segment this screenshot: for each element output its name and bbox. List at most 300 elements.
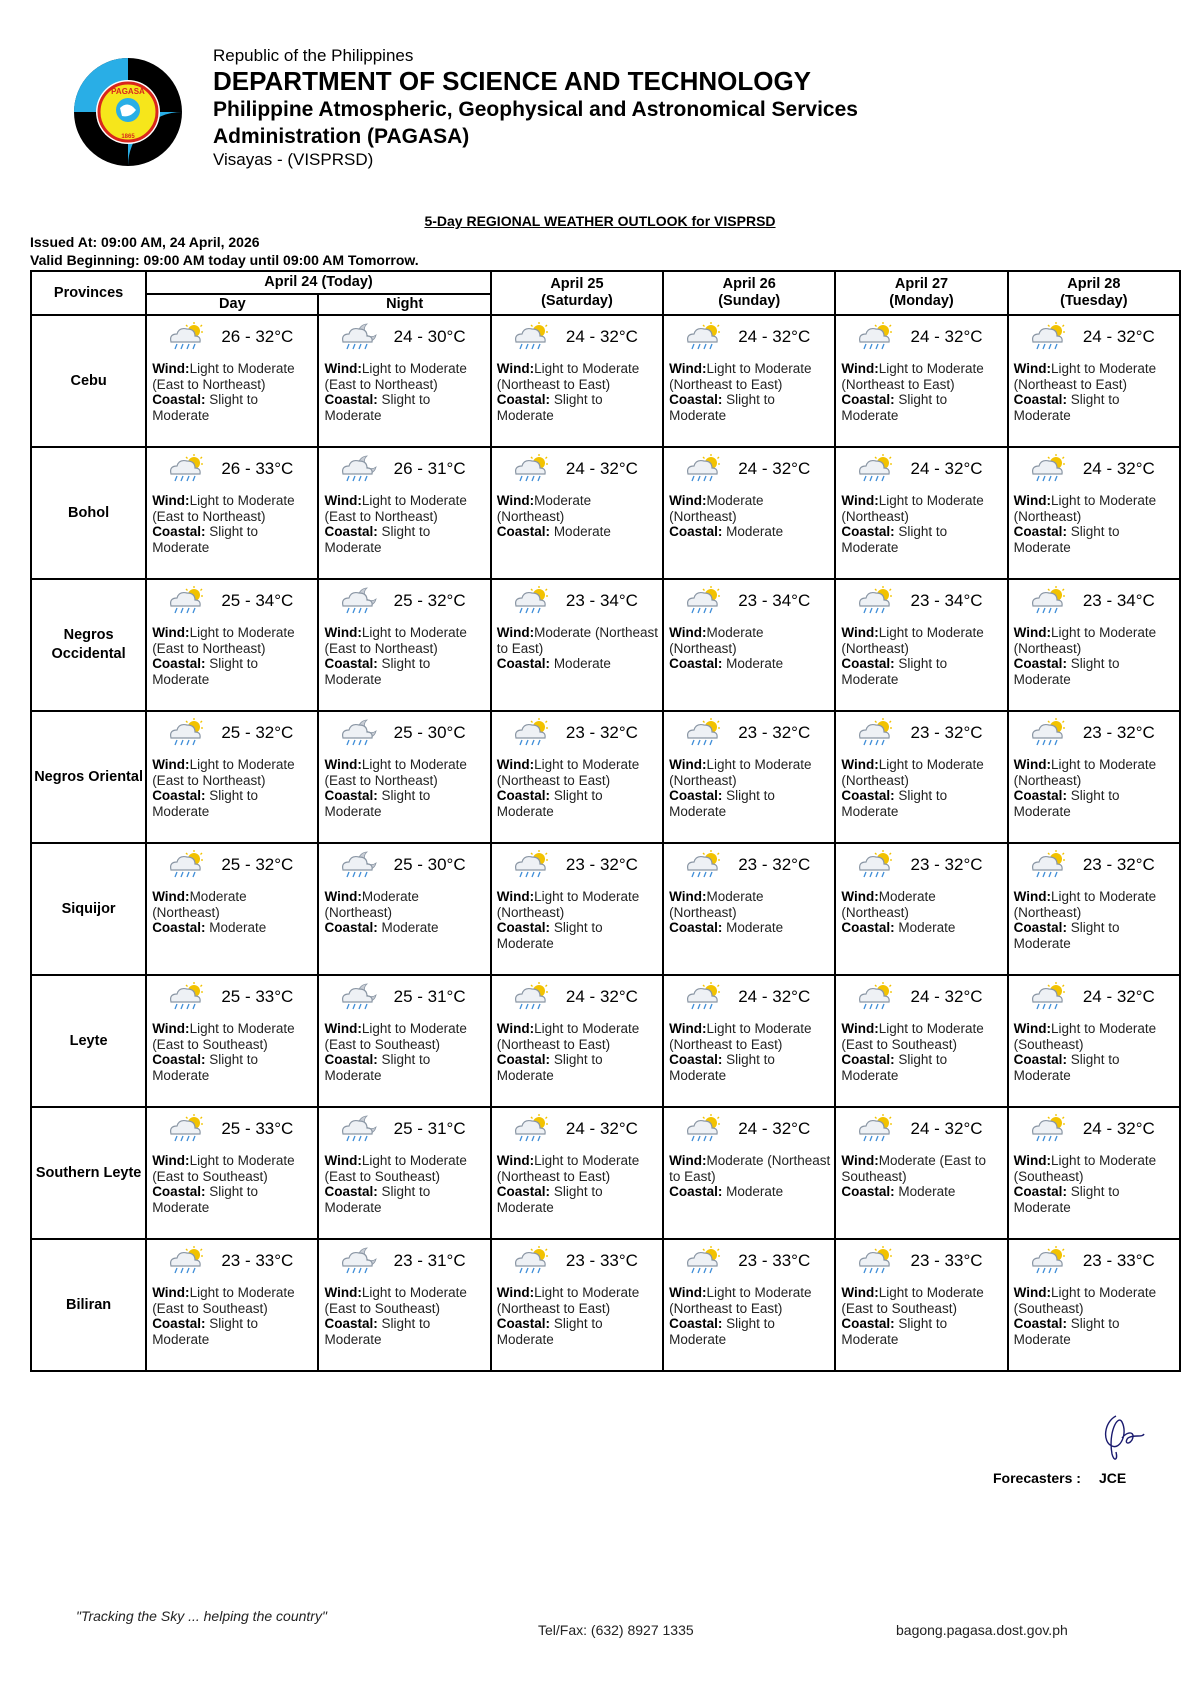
- partly-cloudy-rain-day-icon: [510, 1246, 550, 1276]
- svg-text:1865: 1865: [121, 134, 135, 140]
- forecast-cell: [1008, 843, 1180, 975]
- forecast-details: [836, 355, 1006, 423]
- forecast-details: [319, 619, 489, 687]
- wind-label: Wind:: [324, 1285, 362, 1300]
- coastal-value: Slight to Moderate: [669, 1316, 775, 1347]
- wind-value: Moderate (Northeast): [152, 889, 247, 920]
- forecast-cell: [318, 579, 490, 711]
- coastal-value: Slight to Moderate: [324, 1184, 431, 1215]
- coastal-value: Slight to Moderate: [152, 392, 258, 423]
- forecast-cell: [1008, 1239, 1180, 1371]
- coastal-label: Coastal:: [669, 1316, 723, 1331]
- coastal-value: Slight to Moderate: [324, 1052, 431, 1083]
- partly-cloudy-rain-day-icon: [682, 850, 722, 880]
- province-name: Biliran: [31, 1239, 146, 1371]
- wind-value: Light to Moderate (Northeast to East): [1013, 361, 1157, 392]
- coastal-label: Coastal:: [152, 1316, 206, 1331]
- forecast-cell: [663, 975, 835, 1107]
- wind-label: Wind:: [841, 361, 879, 376]
- coastal-value: Slight to Moderate: [669, 1052, 775, 1083]
- forecast-top: [664, 316, 834, 355]
- coastal-label: Coastal:: [1013, 920, 1067, 935]
- temperature-range: 24 - 32°C: [910, 1119, 983, 1138]
- forecast-top: [319, 316, 489, 355]
- wind-label: Wind:: [496, 889, 535, 904]
- day-header-3: [835, 271, 1007, 315]
- forecast-top: [836, 316, 1006, 355]
- forecast-details: [319, 1147, 489, 1215]
- temperature-range: 23 - 32°C: [565, 723, 638, 742]
- forecast-top: [836, 448, 1006, 487]
- day-header-2: [663, 271, 835, 315]
- forecast-cell: [491, 711, 663, 843]
- forecast-cell: [491, 975, 663, 1107]
- wind-value: Light to Moderate (Northeast): [841, 625, 984, 656]
- forecast-cell: [318, 843, 490, 975]
- coastal-value: Slight to Moderate: [1013, 920, 1120, 951]
- forecast-cell: [835, 975, 1007, 1107]
- forecast-details: [147, 751, 317, 819]
- day-header-4: [1008, 271, 1180, 315]
- coastal-label: Coastal:: [496, 524, 551, 539]
- wind-label: Wind:: [1013, 1285, 1052, 1300]
- agency-line-1: Philippine Atmospheric, Geophysical and Astronomical Services: [213, 98, 858, 121]
- wind-value: Moderate (Northeast): [669, 889, 764, 920]
- forecast-top: [836, 580, 1006, 619]
- forecast-cell: [835, 711, 1007, 843]
- forecast-top: [836, 712, 1006, 751]
- forecast-top: [319, 1240, 489, 1279]
- forecast-details: [147, 1147, 317, 1215]
- day-header-weekday: (Tuesday): [1060, 293, 1128, 309]
- coastal-value: Slight to Moderate: [1013, 656, 1120, 687]
- wind-value: Light to Moderate (Northeast to East): [496, 361, 640, 392]
- coastal-label: Coastal:: [152, 524, 206, 539]
- province-name: Leyte: [31, 975, 146, 1107]
- wind-label: Wind:: [152, 361, 190, 376]
- republic-line: Republic of the Philippines: [213, 46, 414, 65]
- wind-value: Light to Moderate (Northeast): [1013, 889, 1157, 920]
- province-row: [31, 843, 1180, 975]
- forecast-details: [492, 487, 662, 540]
- partly-cloudy-rain-day-icon: [165, 1114, 205, 1144]
- coastal-label: Coastal:: [841, 1184, 895, 1199]
- forecast-cell: [146, 843, 318, 975]
- forecast-top: [492, 844, 662, 883]
- forecast-top: [664, 580, 834, 619]
- forecast-details: [492, 1147, 662, 1215]
- forecast-details: [1009, 355, 1179, 423]
- coastal-value: Slight to Moderate: [1013, 392, 1120, 423]
- partly-cloudy-rain-night-icon: [337, 982, 377, 1012]
- day-header-1: [491, 271, 663, 315]
- day-header-weekday: (Monday): [889, 293, 954, 309]
- temperature-range: 25 - 34°C: [221, 591, 294, 610]
- forecasters-value: JCE: [1098, 1470, 1127, 1486]
- coastal-value: Slight to Moderate: [496, 1316, 603, 1347]
- partly-cloudy-rain-night-icon: [337, 718, 377, 748]
- forecast-cell: [146, 711, 318, 843]
- temperature-range: 23 - 32°C: [565, 855, 638, 874]
- region-line: Visayas - (VISPRSD): [213, 150, 374, 169]
- coastal-value: Moderate: [898, 1184, 956, 1199]
- wind-value: Light to Moderate (East to Southeast): [841, 1021, 984, 1052]
- wind-label: Wind:: [841, 493, 879, 508]
- wind-value: Light to Moderate (East to Southeast): [152, 1153, 295, 1184]
- partly-cloudy-rain-day-icon: [1027, 1114, 1067, 1144]
- wind-label: Wind:: [324, 889, 362, 904]
- forecast-cell: [318, 975, 490, 1107]
- temperature-range: 23 - 32°C: [1082, 723, 1155, 742]
- partly-cloudy-rain-day-icon: [1027, 322, 1067, 352]
- wind-label: Wind:: [1013, 757, 1052, 772]
- province-row: [31, 1239, 1180, 1371]
- temperature-range: 23 - 33°C: [1082, 1251, 1155, 1270]
- wind-value: Light to Moderate (East to Northeast): [324, 493, 467, 524]
- coastal-label: Coastal:: [496, 920, 551, 935]
- coastal-value: Slight to Moderate: [152, 1052, 258, 1083]
- temperature-range: 23 - 32°C: [910, 723, 983, 742]
- forecast-top: [1009, 580, 1179, 619]
- wind-label: Wind:: [324, 1153, 362, 1168]
- temperature-range: 23 - 32°C: [910, 855, 983, 874]
- forecast-cell: [663, 1239, 835, 1371]
- forecast-details: [147, 355, 317, 423]
- temperature-range: 23 - 32°C: [1082, 855, 1155, 874]
- forecast-cell: [835, 315, 1007, 447]
- coastal-value: Slight to Moderate: [152, 1184, 258, 1215]
- partly-cloudy-rain-day-icon: [854, 454, 894, 484]
- forecast-cell: [146, 315, 318, 447]
- temperature-range: 24 - 32°C: [1082, 327, 1155, 346]
- partly-cloudy-rain-night-icon: [337, 1246, 377, 1276]
- wind-value: Light to Moderate (East to Northeast): [324, 625, 467, 656]
- coastal-label: Coastal:: [841, 392, 895, 407]
- coastal-label: Coastal:: [496, 392, 551, 407]
- partly-cloudy-rain-day-icon: [682, 586, 722, 616]
- wind-label: Wind:: [1013, 625, 1052, 640]
- forecast-top: [492, 316, 662, 355]
- forecast-details: [664, 1279, 834, 1347]
- province-name: Cebu: [31, 315, 146, 447]
- forecast-top: [319, 712, 489, 751]
- coastal-value: Slight to Moderate: [324, 392, 431, 423]
- temperature-range: 24 - 32°C: [1082, 987, 1155, 1006]
- coastal-value: Moderate: [381, 920, 439, 935]
- coastal-value: Slight to Moderate: [496, 788, 603, 819]
- forecast-details: [836, 1015, 1006, 1083]
- forecast-cell: [835, 579, 1007, 711]
- forecast-top: [1009, 976, 1179, 1015]
- coastal-value: Moderate: [726, 1184, 784, 1199]
- website-link[interactable]: bagong.pagasa.dost.gov.ph: [896, 1622, 1068, 1638]
- coastal-label: Coastal:: [669, 1052, 723, 1067]
- forecast-top: [836, 844, 1006, 883]
- coastal-label: Coastal:: [324, 920, 378, 935]
- partly-cloudy-rain-night-icon: [337, 1114, 377, 1144]
- wind-value: Light to Moderate (East to Southeast): [152, 1285, 295, 1316]
- temperature-range: 24 - 32°C: [910, 987, 983, 1006]
- wind-value: Light to Moderate (East to Northeast): [152, 493, 295, 524]
- wind-value: Light to Moderate (Southeast): [1013, 1021, 1157, 1052]
- forecast-top: [664, 1108, 834, 1147]
- wind-value: Light to Moderate (East to Northeast): [324, 757, 467, 788]
- forecast-details: [836, 1147, 1006, 1200]
- partly-cloudy-rain-night-icon: [337, 454, 377, 484]
- coastal-label: Coastal:: [496, 788, 551, 803]
- forecast-top: [147, 448, 317, 487]
- wind-value: Light to Moderate (Southeast): [1013, 1153, 1157, 1184]
- forecast-cell: [1008, 975, 1180, 1107]
- wind-label: Wind:: [669, 1153, 707, 1168]
- coastal-label: Coastal:: [669, 656, 723, 671]
- wind-label: Wind:: [496, 757, 535, 772]
- forecast-details: [664, 355, 834, 423]
- temperature-range: 24 - 32°C: [910, 327, 983, 346]
- forecast-cell: [663, 1107, 835, 1239]
- partly-cloudy-rain-day-icon: [510, 454, 550, 484]
- partly-cloudy-rain-day-icon: [510, 586, 550, 616]
- partly-cloudy-rain-day-icon: [165, 1246, 205, 1276]
- temperature-range: 26 - 31°C: [393, 459, 466, 478]
- forecast-cell: [835, 1107, 1007, 1239]
- province-row: [31, 1107, 1180, 1239]
- coastal-value: Slight to Moderate: [152, 1316, 258, 1347]
- partly-cloudy-rain-day-icon: [510, 850, 550, 880]
- partly-cloudy-rain-day-icon: [1027, 454, 1067, 484]
- agency-line-2: Administration (PAGASA): [213, 125, 470, 148]
- coastal-label: Coastal:: [1013, 392, 1067, 407]
- coastal-value: Slight to Moderate: [496, 920, 603, 951]
- wind-label: Wind:: [841, 1285, 879, 1300]
- forecast-details: [836, 751, 1006, 819]
- today-day-header: Day: [146, 294, 318, 315]
- forecast-details: [147, 1015, 317, 1083]
- partly-cloudy-rain-day-icon: [854, 1246, 894, 1276]
- wind-value: Light to Moderate (East to Southeast): [324, 1153, 467, 1184]
- partly-cloudy-rain-day-icon: [682, 322, 722, 352]
- outlook-table: [30, 270, 1181, 1372]
- forecasters-label: Forecasters :: [993, 1470, 1081, 1486]
- svg-text:PAGASA: PAGASA: [111, 87, 145, 96]
- partly-cloudy-rain-day-icon: [854, 850, 894, 880]
- forecast-top: [492, 976, 662, 1015]
- partly-cloudy-rain-day-icon: [165, 454, 205, 484]
- temperature-range: 23 - 32°C: [738, 855, 811, 874]
- forecast-details: [664, 1015, 834, 1083]
- forecast-details: [319, 751, 489, 819]
- valid-beginning: Valid Beginning: 09:00 AM today until 09:00 AM Tomorrow.: [30, 252, 419, 268]
- province-name: Negros Oriental: [31, 711, 146, 843]
- forecast-details: [664, 1147, 834, 1200]
- day-header-weekday: (Saturday): [541, 293, 613, 309]
- coastal-label: Coastal:: [152, 392, 206, 407]
- partly-cloudy-rain-day-icon: [510, 982, 550, 1012]
- forecast-top: [492, 712, 662, 751]
- wind-value: Light to Moderate (Northeast to East): [496, 757, 640, 788]
- forecast-cell: [663, 447, 835, 579]
- partly-cloudy-rain-day-icon: [854, 982, 894, 1012]
- wind-label: Wind:: [152, 889, 190, 904]
- temperature-range: 24 - 32°C: [1082, 459, 1155, 478]
- forecast-cell: [1008, 711, 1180, 843]
- wind-label: Wind:: [669, 625, 707, 640]
- forecast-cell: [663, 579, 835, 711]
- coastal-value: Moderate: [553, 656, 611, 671]
- coastal-label: Coastal:: [1013, 524, 1067, 539]
- partly-cloudy-rain-night-icon: [337, 850, 377, 880]
- partly-cloudy-rain-day-icon: [165, 982, 205, 1012]
- forecast-cell: [1008, 315, 1180, 447]
- partly-cloudy-rain-day-icon: [682, 1114, 722, 1144]
- partly-cloudy-rain-day-icon: [854, 322, 894, 352]
- wind-label: Wind:: [152, 1153, 190, 1168]
- provinces-header: Provinces: [31, 271, 146, 315]
- coastal-value: Slight to Moderate: [496, 392, 603, 423]
- temperature-range: 24 - 32°C: [738, 1119, 811, 1138]
- wind-value: Light to Moderate (Northeast): [841, 757, 984, 788]
- temperature-range: 24 - 32°C: [738, 459, 811, 478]
- coastal-label: Coastal:: [324, 1184, 378, 1199]
- forecast-details: [147, 1279, 317, 1347]
- coastal-value: Moderate: [726, 656, 784, 671]
- partly-cloudy-rain-day-icon: [510, 322, 550, 352]
- coastal-label: Coastal:: [152, 656, 206, 671]
- temperature-range: 25 - 33°C: [221, 987, 294, 1006]
- partly-cloudy-rain-day-icon: [1027, 1246, 1067, 1276]
- wind-label: Wind:: [496, 1153, 535, 1168]
- wind-value: Light to Moderate (Northeast): [841, 493, 984, 524]
- partly-cloudy-rain-day-icon: [165, 586, 205, 616]
- wind-value: Light to Moderate (East to Northeast): [152, 361, 295, 392]
- wind-value: Moderate (Northeast to East): [496, 625, 658, 656]
- temperature-range: 25 - 32°C: [221, 723, 294, 742]
- coastal-value: Slight to Moderate: [324, 656, 431, 687]
- partly-cloudy-rain-day-icon: [1027, 982, 1067, 1012]
- coastal-label: Coastal:: [496, 656, 551, 671]
- wind-value: Light to Moderate (Northeast to East): [496, 1021, 640, 1052]
- coastal-value: Slight to Moderate: [1013, 1184, 1120, 1215]
- wind-label: Wind:: [152, 1285, 190, 1300]
- coastal-value: Slight to Moderate: [669, 392, 775, 423]
- wind-label: Wind:: [324, 361, 362, 376]
- forecast-top: [492, 580, 662, 619]
- forecast-top: [664, 712, 834, 751]
- wind-value: Light to Moderate (Northeast to East): [496, 1285, 640, 1316]
- forecast-details: [836, 883, 1006, 936]
- temperature-range: 23 - 33°C: [910, 1251, 983, 1270]
- wind-value: Light to Moderate (Northeast to East): [669, 1021, 812, 1052]
- partly-cloudy-rain-day-icon: [165, 322, 205, 352]
- coastal-value: Slight to Moderate: [152, 656, 258, 687]
- forecast-details: [147, 883, 317, 936]
- province-row: [31, 447, 1180, 579]
- temperature-range: 23 - 34°C: [1082, 591, 1155, 610]
- coastal-label: Coastal:: [669, 392, 723, 407]
- outlook-title-text: 5-Day REGIONAL WEATHER OUTLOOK for VISPRSD: [424, 213, 776, 229]
- coastal-value: Slight to Moderate: [841, 1316, 948, 1347]
- partly-cloudy-rain-day-icon: [682, 718, 722, 748]
- forecast-cell: [146, 447, 318, 579]
- temperature-range: 23 - 33°C: [738, 1251, 811, 1270]
- wind-value: Moderate (Northeast): [324, 889, 419, 920]
- forecast-top: [664, 976, 834, 1015]
- forecast-cell: [491, 843, 663, 975]
- wind-value: Moderate (Northeast): [496, 493, 592, 524]
- wind-label: Wind:: [324, 493, 362, 508]
- forecast-details: [492, 1015, 662, 1083]
- temperature-range: 24 - 32°C: [565, 327, 638, 346]
- forecast-details: [492, 751, 662, 819]
- issued-at: Issued At: 09:00 AM, 24 April, 2026: [30, 234, 260, 250]
- wind-label: Wind:: [152, 1021, 190, 1036]
- forecast-cell: [491, 447, 663, 579]
- forecast-top: [664, 844, 834, 883]
- coastal-label: Coastal:: [152, 920, 206, 935]
- temperature-range: 23 - 31°C: [393, 1251, 466, 1270]
- coastal-value: Slight to Moderate: [841, 524, 948, 555]
- coastal-label: Coastal:: [841, 524, 895, 539]
- forecast-details: [319, 355, 489, 423]
- forecast-cell: [491, 1107, 663, 1239]
- wind-label: Wind:: [496, 493, 535, 508]
- forecast-top: [147, 1108, 317, 1147]
- temperature-range: 24 - 32°C: [738, 327, 811, 346]
- coastal-value: Slight to Moderate: [1013, 1316, 1120, 1347]
- wind-label: Wind:: [324, 625, 362, 640]
- coastal-value: Slight to Moderate: [841, 656, 948, 687]
- department-line: DEPARTMENT OF SCIENCE AND TECHNOLOGY: [213, 66, 812, 96]
- wind-label: Wind:: [669, 493, 707, 508]
- coastal-label: Coastal:: [496, 1316, 551, 1331]
- wind-value: Light to Moderate (East to Northeast): [152, 757, 295, 788]
- letterhead: [213, 46, 858, 170]
- temperature-range: 25 - 30°C: [393, 855, 466, 874]
- wind-label: Wind:: [496, 361, 535, 376]
- forecast-top: [319, 1108, 489, 1147]
- coastal-label: Coastal:: [324, 1052, 378, 1067]
- wind-label: Wind:: [152, 757, 190, 772]
- wind-label: Wind:: [841, 625, 879, 640]
- forecast-cell: [1008, 447, 1180, 579]
- temperature-range: 23 - 32°C: [738, 723, 811, 742]
- coastal-value: Slight to Moderate: [841, 392, 948, 423]
- temperature-range: 25 - 33°C: [221, 1119, 294, 1138]
- forecast-top: [664, 1240, 834, 1279]
- temperature-range: 24 - 32°C: [565, 1119, 638, 1138]
- forecast-top: [836, 1240, 1006, 1279]
- wind-value: Light to Moderate (Northeast): [1013, 493, 1157, 524]
- forecast-top: [319, 448, 489, 487]
- province-row: [31, 579, 1180, 711]
- forecast-details: [492, 883, 662, 951]
- partly-cloudy-rain-day-icon: [1027, 586, 1067, 616]
- coastal-label: Coastal:: [1013, 1316, 1067, 1331]
- wind-value: Moderate (Northeast to East): [669, 1153, 831, 1184]
- coastal-label: Coastal:: [669, 524, 723, 539]
- today-header: April 24 (Today): [146, 271, 491, 294]
- coastal-value: Slight to Moderate: [496, 1184, 603, 1215]
- partly-cloudy-rain-day-icon: [682, 1246, 722, 1276]
- forecast-cell: [318, 1239, 490, 1371]
- province-name: Southern Leyte: [31, 1107, 146, 1239]
- wind-label: Wind:: [841, 889, 879, 904]
- partly-cloudy-rain-day-icon: [854, 718, 894, 748]
- forecast-cell: [318, 315, 490, 447]
- partly-cloudy-rain-day-icon: [510, 718, 550, 748]
- wind-label: Wind:: [1013, 889, 1052, 904]
- coastal-label: Coastal:: [496, 1184, 551, 1199]
